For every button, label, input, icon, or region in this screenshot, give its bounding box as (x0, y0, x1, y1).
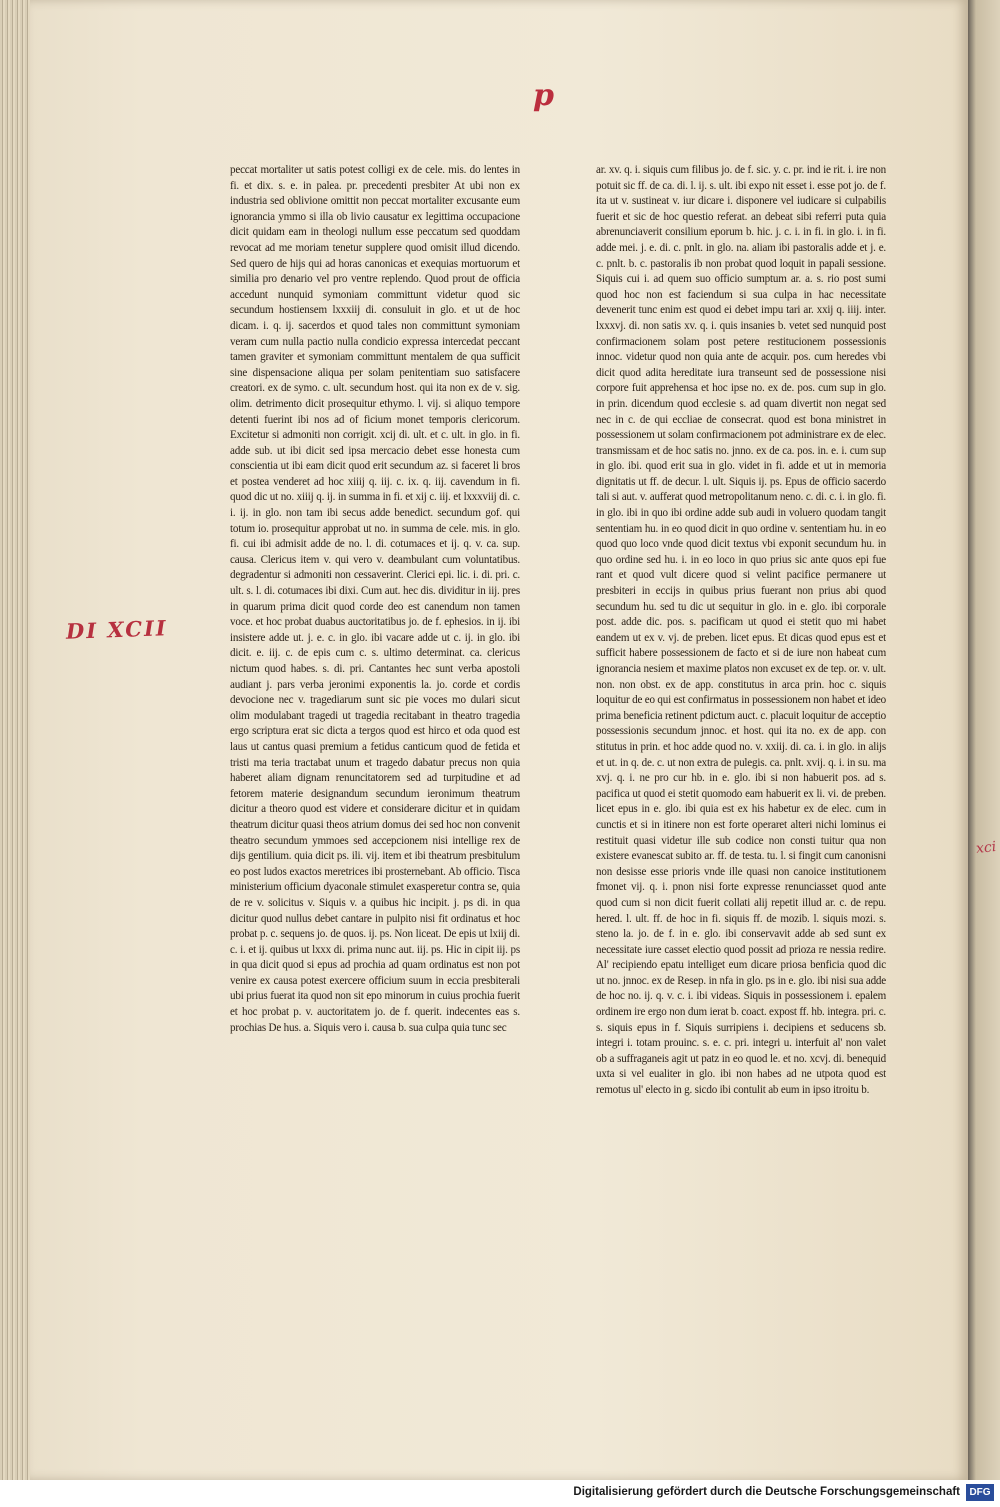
facing-page-rubric: xci (975, 838, 997, 858)
dfg-logo: DFG (966, 1484, 994, 1501)
right-column-text: ar. xv. q. i. siquis cum filibus jo. de f. sic. y. c. pr. ind ie rit. i. ire non potuit sic ff. de ca. di. l. ij. s. ult. ibi expo nit esset i. esse pot jo. de f. ita ut v. sustineat v. iur dicare i. disponere vel iudicare si culpabilis fuerit et sic de hoc questio referat. an debeat sibi referri puta quia abrenunciaverit consilium eporum b. hic. j. c. i. in fi. in glo. i. in fi. adde mei. j. e. di. c. pnlt. in glo. na. aliam ibi pastoralis adde et j. e. c. pnlt. b. c. pastoralis ib non probat quod loquit in papali sessione. Siquis cui i. ad quem suo officio sumptum ar. a. s. rio post sumi quod hoc non est faciendum si sua culpa in hac necessitate devenerit tunc enim est quod ei debet impu tari ar. xxij q. iiij. inter. lxxxvj. di. non satis xv. q. i. quis insanies b. vetet sed nunquid post confirmacionem solam post petere restitucionem possessionis innoc. videtur quod non quia ante de acquir. pos. cum heredes vbi dicit quod adita hereditate iura transeunt sed de possessione nisi corpore fuit apprehensa et hoc ipse no. ex de. pos. cum sup in glo. in prin. dicendum quod ecclesie s. ad quam divertit non negat sed nec in c. de qui eccliae de consecrat. quod est bona ministret in possessionem ut solam confirmacionem pot administrare ex de elec. transmissam et de hoc satis no. jnno. ex de ca. pos. in. e. i. cum sup in glo. ibi. quod erit sua in glo. videt in fi. adde et ut in memoria dignitatis ut ff. de decur. l. ult. Siquis ij. ps. Epus de officio sacerdo tali si aut. v. aufferat quod metropolitanum neno. c. di. c. i. in glo. fi. in glo. ibi in quo ibi ordine adde sub audi in voluero quodam tangit sententiam hu. in eo quod dicit in quo ordine v. sententiam hu. in eo quod quo loco vnde quod dicit textus vbi exponit secundum hu. in quo ordine sed hu. i. in eo loco in quo prius sic ante quos epi fue rant et quod vult dicere quod si velint pacifice permanere ut presbiteri in eccijs in quibus prius fuerant non prius abi quod secundum hu. sed tu dic ut sequitur in glo. in e. glo. ibi corporale post. adde dic. pos. s. pacificam ut quod ei stetit quo mi habet eandem ut ex v. vj. de preben. licet epus. Et dicas quod epus est et sufficit habere possessionem de facto et si de iure non habeat cum ignorancia nesiem et maxime platos non excuset ex de tep. or. v. ult. non. non obst. ex de app. constitutus in arca prin. hoc c. siquis loquitur de eo qui est confirmatus in possessionem non habet et ideo prima beneficia retinent pdictum auct. c. placuit loquitur de acceptio possessionis secundum jnnoc. et host. qui ita no. ex de app. con stitutus in prin. et hoc adde quod no. v. xxiij. di. ca. i. in glo. in alijs et ut. in q. de. c. ut non extra de pulegis. ca. pnlt. xvij. q. i. in su. ma xvj. q. i. ne pro cur hb. in e. glo. ibi si non habuerit pos. ad s. pacifica ut quod ei stetit quomodo eam habuerit ex li. vi. de preben. licet epus in e. glo. ibi quia est ex his habetur ex de elec. cum in cunctis et si in itinere non est forte operaret alteri nichi lominus ei restituit quasi videtur ille sub codice non consti tuitur qua non existere evanescat subito ar. ff. de testa. tu. l. si fingit cum canonisni non desisse esse prioris vnde ille quasi non canoice institutionem fmonet vij. q. i. pnon nisi forte expresse renunciasset quod ante quod cum si non dicit fuerit collati alij repetit illud ar. c. de repu. hered. l. ult. ff. de hoc in fi. siquis ff. de mozib. l. siquis mozi. s. steno la. jo. de f. in e. glo. ibi conservavit adde ab sed sunt ex necessitate iure casset electio quod possit ad prioza re nessia redire. Al' recipiendo epatu intelliget eum dicare priosa benficia quod dic ut no. jnnoc. ex de Resep. in nfa in glo. ps in e. glo. ibi nisi sua adde de hoc no. ij. q. v. c. i. ibi videas. Siquis in possessionem i. epalem ordinem ire ergo non dum ierat b. coact. expost ff. hb. integra. pri. c. s. siquis epus in f. Siquis surripiens i. decipiens et seducens sb. integri i. totam prouinc. s. e. c. pri. integri u. interfuit al' non valet ob a suffraganeis agit ut patz in eo quod le. et no. xcvj. di. benequid uxta si vel eualiter in glo. ibi non habes ad ne utpota quod est remotus ul' electo in g. sicdo ibi contulit ab eum in ipso itroitu b. (596, 164, 886, 1097)
margin-distinctio-note: DI XCII (65, 615, 169, 644)
folio-mark: p (533, 78, 554, 113)
text-column-right (596, 163, 886, 1178)
left-column-text: peccat mortaliter ut satis potest colligi ex de cele. mis. do lentes in fi. et dix. s. e. in palea. pr. precedenti presbiter At ubi non ex industria sed oblivione omittit non peccat mortaliter excusante eum ignorancia ymmo si illa ob livio causatur ex legittima occupacione dicit quidam eam in theologi nullum esse peccatum sed quoddam revocat ad me moriam tenetur supplere quod omisit illud dicendo. Sed quero de hijs qui ad horas canonicas et exequias mortuorum et similia pro denario vel pro ventre replendo. Quod prout de officia accedunt nunquid symoniam committunt videtur quod sic secundum hostiensem lxxxiij di. consuluit in glo. et ut de hoc dicam. i. q. ij. sacerdos et quod tales non committunt symoniam veram cum nulla pactio nulla condicio expressa intercedat peccant tamen graviter et symoniam committunt mentalem de qua sufficit sine dispensacione aliqua per solam penitentiam suo satisfacere creatori. ex de symo. c. ult. secundum host. qui ita non ex de v. sig. olim. detrimento dicit prosequitur ethymo. l. vij. si aliquo tempore detenti fuerint ibi nos ad of ficium monet temporis clericorum. Excitetur si admoniti non corrigit. xcij di. ult. et c. ult. in glo. in fi. adde sub. ut ibi dicit sed ipsa mercacio debet esse honesta cum conscientia ut ibi eam dicit quod erit secundum az. si faceret li bros et postea venderet ad hoc xiiij q. iij. c. ix. q. iij. cavendum in fi. quod dic ut no. xiiij q. ij. in summa in fi. et xij c. iij. et lxxxviij di. c. i. ij. in glo. non tam ibi secus adde benedict. secundum gof. qui totum io. prosequitur approbat ut no. in summa de cele. mis. in glo. fi. cui ibi admisit adde de no. l. di. cotumaces et ij. q. v. ca. sup. causa. Clericus item v. qui vero v. deambulant cum voluntatibus. degradentur si admoniti non cessaverint. Clerici epi. lic. i. di. pri. c. ult. s. l. di. cotumaces ibi dixi. Cum aut. hec dis. dividitur in iij. pres in quarum prima dicit quod corde deo est canendum non tamen voce. et hoc probat duabus auctoritatibus jo. de f. ephesios. in ij. ibi insistere adde ut. j. e. c. in glo. ibi vacare adde ut c. ij. in glo. ibi dicit. e. iij. c. de epis cum c. s. ultimo determinat. ca. clericus nictum quod habes. s. di. pri. Cantantes hec sunt verba apostoli audiant j. pars verba jeronimi exponentis la. jo. corde et cordis devocione nec v. tragediarum sunt sic pie voces mo dulari sicut olim modulabant tragedi ut tragedia recitabant in theatro tragedia ergo scriptura erat sic dicta a tergos quod est hirco et oda quod est laus ut cantus quasi premium a fetidus canticum quod de fetida et tristi ma teria tractabat unum et tragedo dabatur precus non quia haberet aliam dignam renuncitatorem sed ad turpitudine et ad fetorem materie designandum secundum ieronimum theatrum dicitur a theoro quod est videre et considerare dicitur et in quidam theatrum dicitur quasi theos atrium domus dei sed hoc non convenit theatro secundum ymmoes sed accepcionem nisi intellige rex de dijs gentilium. quia dicit ps. ili. vij. item et ibi theatrum presbitulum eo post ludos exactos meretrices ibi prosternebant. Ab officio. Tisca ministerium officium dyaconale stimulet exasperetur contra se, quia de re v. solicitus v. Siquis v. a quibus hic incipit. j. ps di. in qua dicitur quod nullus debet cantare in pulpito nisi fit ordinatus et hoc probat p. c. sequens jo. de quos. ij. ps. Non liceat. De epis ut lxiij di. c. i. et ij. quibus ut lxxx di. prima nunc aut. iij. ps. Hic in cipit iij. ps in qua dicit quod si epus ad prochia ad quam ordinatus est non pot venire ex causa potest exercere officium suum in eccia presbiterali ubi prius fuerat ita quod non sit epo minorum in cuius prochia fuerit et hoc probat p. v. auctoritatem jo. de f. querit. indecentes eas s. prochias De hus. a. Siquis vero i. causa b. sua culpa quia tunc sec (230, 164, 520, 1034)
text-column-left (230, 163, 520, 1173)
facing-page-edge (968, 0, 1000, 1480)
funding-credit: Digitalisierung gefördert durch die Deutsche Forschungsgemeinschaft (573, 1486, 960, 1498)
digitization-footer (0, 1480, 1000, 1507)
